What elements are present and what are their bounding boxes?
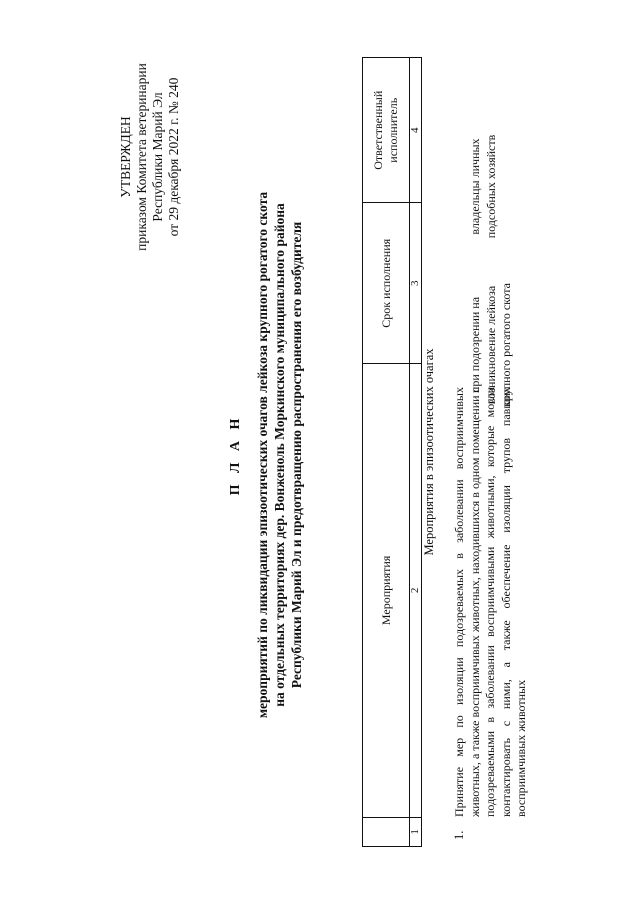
table-header-row <box>363 58 410 847</box>
row-activity: Принятие мер по изоляции подозреваемых в заболевании восприимчивых животных, а также восприимчивых животных, находившихся в одном помещении с подозреваемыми в заболевании восприимчивыми животными, которые могли контактировать с ними, а также обеспечение изоляции трупов павших восприимчивых животных <box>452 387 528 817</box>
column-number-1: 1 <box>410 817 422 846</box>
header-executor: Ответственный исполнитель <box>363 58 410 203</box>
column-number-2: 2 <box>410 364 422 818</box>
approval-line-2: приказом Комитета ветеринарии <box>134 63 149 251</box>
plan-heading: П Л А Н <box>228 414 243 496</box>
header-term: Срок исполнения <box>363 203 410 364</box>
table-number-row <box>410 58 422 847</box>
title-line-3: Республики Марий Эл и предотвращению распространения его возбудителя <box>289 221 304 689</box>
document-title <box>227 65 305 845</box>
header-number <box>363 817 410 846</box>
row-executor: владельцы личных подсобных хозяйств <box>468 134 498 239</box>
approval-line-3: Республики Марий Эл <box>150 92 165 222</box>
plan-table <box>362 57 422 847</box>
approval-stamp <box>118 41 182 273</box>
section-title: Мероприятия в эпизоотических очагах <box>422 348 436 556</box>
title-line-2: на отдельных территориях дер. Вонженоль Моркинского муниципального района <box>272 203 287 707</box>
column-number-4: 4 <box>410 58 422 203</box>
row-number: 1. <box>452 830 466 840</box>
column-number-3: 3 <box>410 203 422 364</box>
header-activities: Мероприятия <box>363 364 410 818</box>
approval-line-1: УТВЕРЖДЕН <box>118 116 133 198</box>
approval-line-4: от 29 декабря 2022 г. № 240 <box>166 77 181 237</box>
row-term: при подозрении на возникновение лейкоза крупного рогатого скота <box>468 283 513 407</box>
title-line-1: мероприятий по ликвидации эпизоотических очагов лейкоза крупного рогатого скота <box>255 191 270 719</box>
